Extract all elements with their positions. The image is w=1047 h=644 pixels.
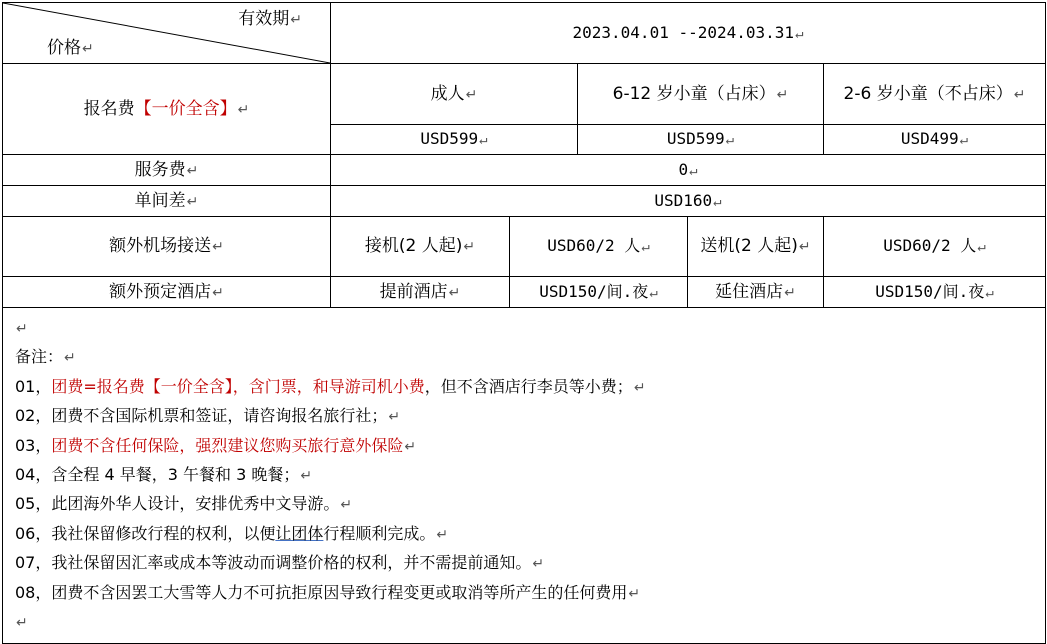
notes-blank-line: ↵	[16, 321, 28, 337]
child-bed-price-cell: USD599↵	[578, 125, 824, 155]
price-table	[2, 2, 1046, 644]
note-04: 04，含全程 4 早餐，3 午餐和 3 晚餐；↵	[15, 465, 313, 485]
notes-title: 备注：↵	[15, 347, 76, 367]
note-06: 06，我社保留修改行程的权利，以便让团体行程顺利完成。↵	[15, 523, 449, 543]
registration-category-row	[3, 64, 1046, 125]
service-fee-label: 服务费↵	[3, 155, 331, 186]
airport-transfer-row	[3, 217, 1046, 277]
dropoff-price: USD60/2 人↵	[824, 217, 1046, 277]
corner-price-label: 价格↵	[47, 38, 94, 58]
note-08: 08，团费不含因罢工大雪等人力不可抗拒原因导致行程变更或取消等所产生的任何费用↵	[15, 582, 641, 602]
single-supplement-row	[3, 186, 1046, 217]
single-supplement-value: USD160↵	[331, 186, 1046, 217]
registration-fee-label-cell: 报名费【一价全含】↵	[3, 64, 331, 155]
note-01: 01，团费=报名费【一价全含】，含门票，和导游司机小费，但不含酒店行李员等小费；↵	[15, 376, 646, 396]
pickup-label: 接机(2 人起)↵	[331, 217, 510, 277]
extra-hotel-row	[3, 277, 1046, 308]
corner-header-cell	[3, 3, 331, 64]
child-nobed-price-cell: USD499↵	[824, 125, 1046, 155]
notes-end-line: ↵	[16, 615, 28, 632]
child-nobed-header-cell: 2-6 岁小童（不占床）↵	[824, 64, 1046, 125]
service-fee-row	[3, 155, 1046, 186]
note-07: 07，我社保留因汇率或成本等波动而调整价格的权利，并不需提前通知。↵	[15, 553, 545, 573]
notes-row	[3, 308, 1046, 644]
late-hotel-price: USD150/间.夜↵	[824, 277, 1046, 308]
corner-validity-label: 有效期↵	[238, 9, 302, 29]
header-row	[3, 3, 1046, 64]
extra-hotel-label: 额外预定酒店↵	[3, 277, 331, 308]
note-05: 05，此团海外华人设计，安排优秀中文导游。↵	[15, 494, 353, 514]
dropoff-label: 送机(2 人起)↵	[688, 217, 824, 277]
notes-cell	[3, 308, 1046, 644]
note-02: 02，团费不含国际机票和签证，请咨询报名旅行社；↵	[15, 406, 401, 426]
early-hotel-price: USD150/间.夜↵	[510, 277, 688, 308]
adult-header-cell: 成人↵	[331, 64, 578, 125]
adult-price-cell: USD599↵	[331, 125, 578, 155]
pickup-price: USD60/2 人↵	[510, 217, 688, 277]
validity-period-cell: 2023.04.01 --2024.03.31↵	[331, 3, 1046, 64]
service-fee-value: 0↵	[331, 155, 1046, 186]
airport-transfer-label: 额外机场接送↵	[3, 217, 331, 277]
early-hotel-label: 提前酒店↵	[331, 277, 510, 308]
child-bed-header-cell: 6-12 岁小童（占床）↵	[578, 64, 824, 125]
note-03: 03，团费不含任何保险，强烈建议您购买旅行意外保险↵	[15, 435, 417, 455]
single-supplement-label: 单间差↵	[3, 186, 331, 217]
late-hotel-label: 延住酒店↵	[688, 277, 824, 308]
